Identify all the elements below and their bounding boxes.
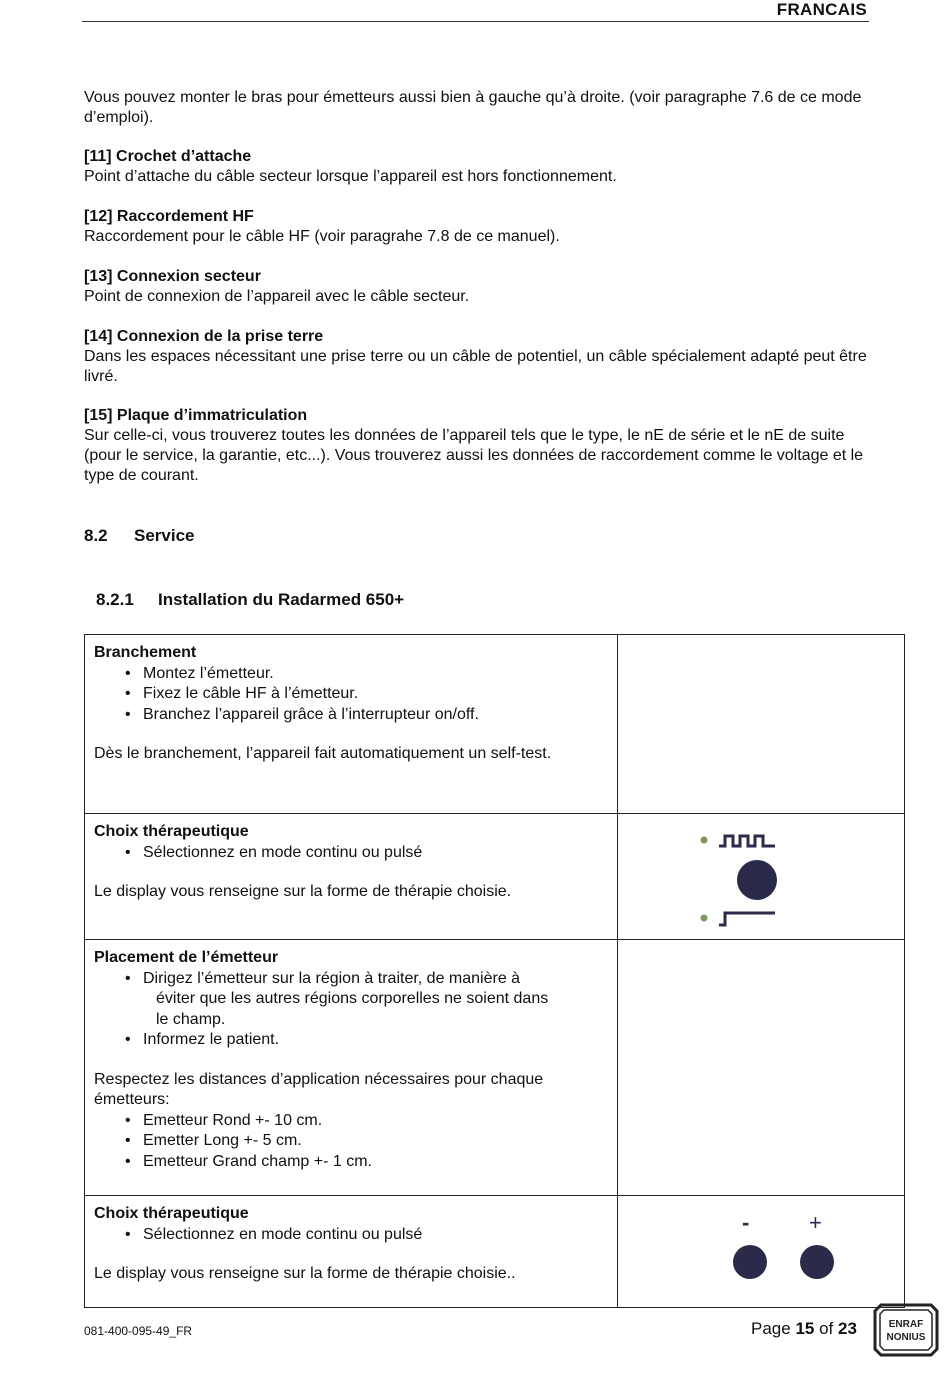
row-title: Choix thérapeutique <box>94 823 249 840</box>
logo-line2: NONIUS <box>886 1332 926 1343</box>
bullet-list <box>94 1225 607 1246</box>
continuous-wave-icon <box>719 913 775 925</box>
item-title: [15] Plaque d’immatriculation <box>84 407 308 424</box>
section-number: 8.2.1 <box>96 590 134 609</box>
illustration-cell <box>618 1196 905 1308</box>
illustration-cell <box>618 814 905 940</box>
row-note: Dès le branchement, l’appareil fait automatiquement un self-test. <box>94 745 552 762</box>
item-text: Point d’attache du câble secteur lorsque l’appareil est hors fonctionnement. <box>84 168 617 185</box>
minus-button-icon <box>733 1245 767 1279</box>
list-item: • Fixez le câble HF à l’émetteur. <box>143 684 607 705</box>
therapy-mode-selector <box>618 814 925 931</box>
section-title: Service <box>134 526 195 545</box>
item-text: Point de connexion de l’appareil avec le câble secteur. <box>84 288 470 305</box>
continuous-indicator-led-icon <box>701 915 708 922</box>
installation-table <box>84 634 905 1308</box>
intensity-buttons <box>618 1196 925 1299</box>
page-indicator <box>751 1319 857 1339</box>
distance-list <box>94 1111 607 1173</box>
bullet-list <box>94 843 607 864</box>
plus-label: + <box>809 1210 822 1235</box>
item-14 <box>84 327 874 387</box>
item-15 <box>84 406 874 486</box>
pulsed-wave-icon <box>719 836 775 846</box>
instruction-cell <box>85 814 618 940</box>
list-item: • Emetter Long +- 5 cm. <box>143 1131 607 1152</box>
list-item-line: le champ. <box>156 1010 226 1028</box>
instruction-cell <box>85 1196 618 1308</box>
header-rule <box>82 21 869 22</box>
bullet-list <box>94 969 607 1051</box>
table-row <box>85 1196 905 1308</box>
row-note: Le display vous renseigne sur la forme de thérapie choisie.. <box>94 1265 516 1282</box>
minus-label: - <box>742 1210 750 1235</box>
row-title: Choix thérapeutique <box>94 1205 249 1222</box>
table-row <box>85 635 905 814</box>
row-note: Le display vous renseigne sur la forme de thérapie choisie. <box>94 883 512 900</box>
page-total: 23 <box>838 1319 857 1338</box>
item-text: Dans les espaces nécessitant une prise terre ou un câble de potentiel, un câble spécialement adapté peut être livré. <box>84 348 867 385</box>
page-prefix: Page <box>751 1319 791 1338</box>
list-item: • Sélectionnez en mode continu ou pulsé <box>143 843 607 864</box>
section-heading-8-2-1 <box>96 590 404 610</box>
item-12 <box>84 207 874 247</box>
section-title: Installation du Radarmed 650+ <box>158 590 405 609</box>
item-title: [14] Connexion de la prise terre <box>84 328 324 345</box>
row-title: Placement de l’émetteur <box>94 949 279 966</box>
list-item-line: éviter que les autres régions corporelles ne soient dans <box>156 990 549 1007</box>
list-item: • Montez l’émetteur. <box>143 664 607 685</box>
logo-line1: ENRAF <box>888 1319 924 1330</box>
section-heading-8-2 <box>84 526 195 546</box>
item-text: Sur celle-ci, vous trouverez toutes les données de l’appareil tels que le type, le nE de série et le nE de suite (pour le service, la garantie, etc...). Vous trouverez aussi les données de raccordement comme le voltage et le type de courant. <box>84 427 864 484</box>
list-item: • Branchez l’appareil grâce à l’interrupteur on/off. <box>143 705 607 726</box>
illustration-cell <box>618 940 905 1196</box>
table-row <box>85 814 905 940</box>
item-title: [12] Raccordement HF <box>84 208 254 225</box>
intro-paragraph: Vous pouvez monter le bras pour émetteurs aussi bien à gauche qu’à droite. (voir paragraphe 7.6 de ce mode d’emploi). <box>84 89 862 126</box>
section-number: 8.2 <box>84 526 108 545</box>
item-13 <box>84 267 874 307</box>
illustration-cell <box>618 635 905 814</box>
instruction-cell <box>85 940 618 1196</box>
list-item-line: Dirigez l’émetteur sur la région à traiter, de manière à <box>143 969 521 987</box>
item-title: [13] Connexion secteur <box>84 268 261 285</box>
instruction-cell <box>85 635 618 814</box>
list-item: • Emetteur Grand champ +- 1 cm. <box>143 1152 607 1173</box>
plus-button-icon <box>800 1245 834 1279</box>
table-row <box>85 940 905 1196</box>
header-language: FRANCAIS <box>776 0 867 19</box>
item-11 <box>84 147 874 187</box>
item-text: Raccordement pour le câble HF (voir paragrahe 7.8 de ce manuel). <box>84 228 560 245</box>
row-note: Respectez les distances d’application nécessaires pour chaque émetteurs: <box>94 1070 544 1108</box>
page-of: of <box>819 1319 834 1338</box>
item-title: [11] Crochet d’attache <box>84 148 252 165</box>
row-title: Branchement <box>94 644 197 661</box>
list-item <box>143 969 607 1031</box>
page-current: 15 <box>795 1319 815 1338</box>
mode-select-button-icon <box>737 860 777 900</box>
list-item: • Sélectionnez en mode continu ou pulsé <box>143 1225 607 1246</box>
list-item: • Emetteur Rond +- 10 cm. <box>143 1111 607 1132</box>
document-number: 081-400-095-49_FR <box>84 1324 193 1338</box>
pulsed-indicator-led-icon <box>701 837 708 844</box>
list-item: • Informez le patient. <box>143 1030 607 1051</box>
bullet-list <box>94 664 607 726</box>
enraf-nonius-logo <box>873 1303 939 1357</box>
